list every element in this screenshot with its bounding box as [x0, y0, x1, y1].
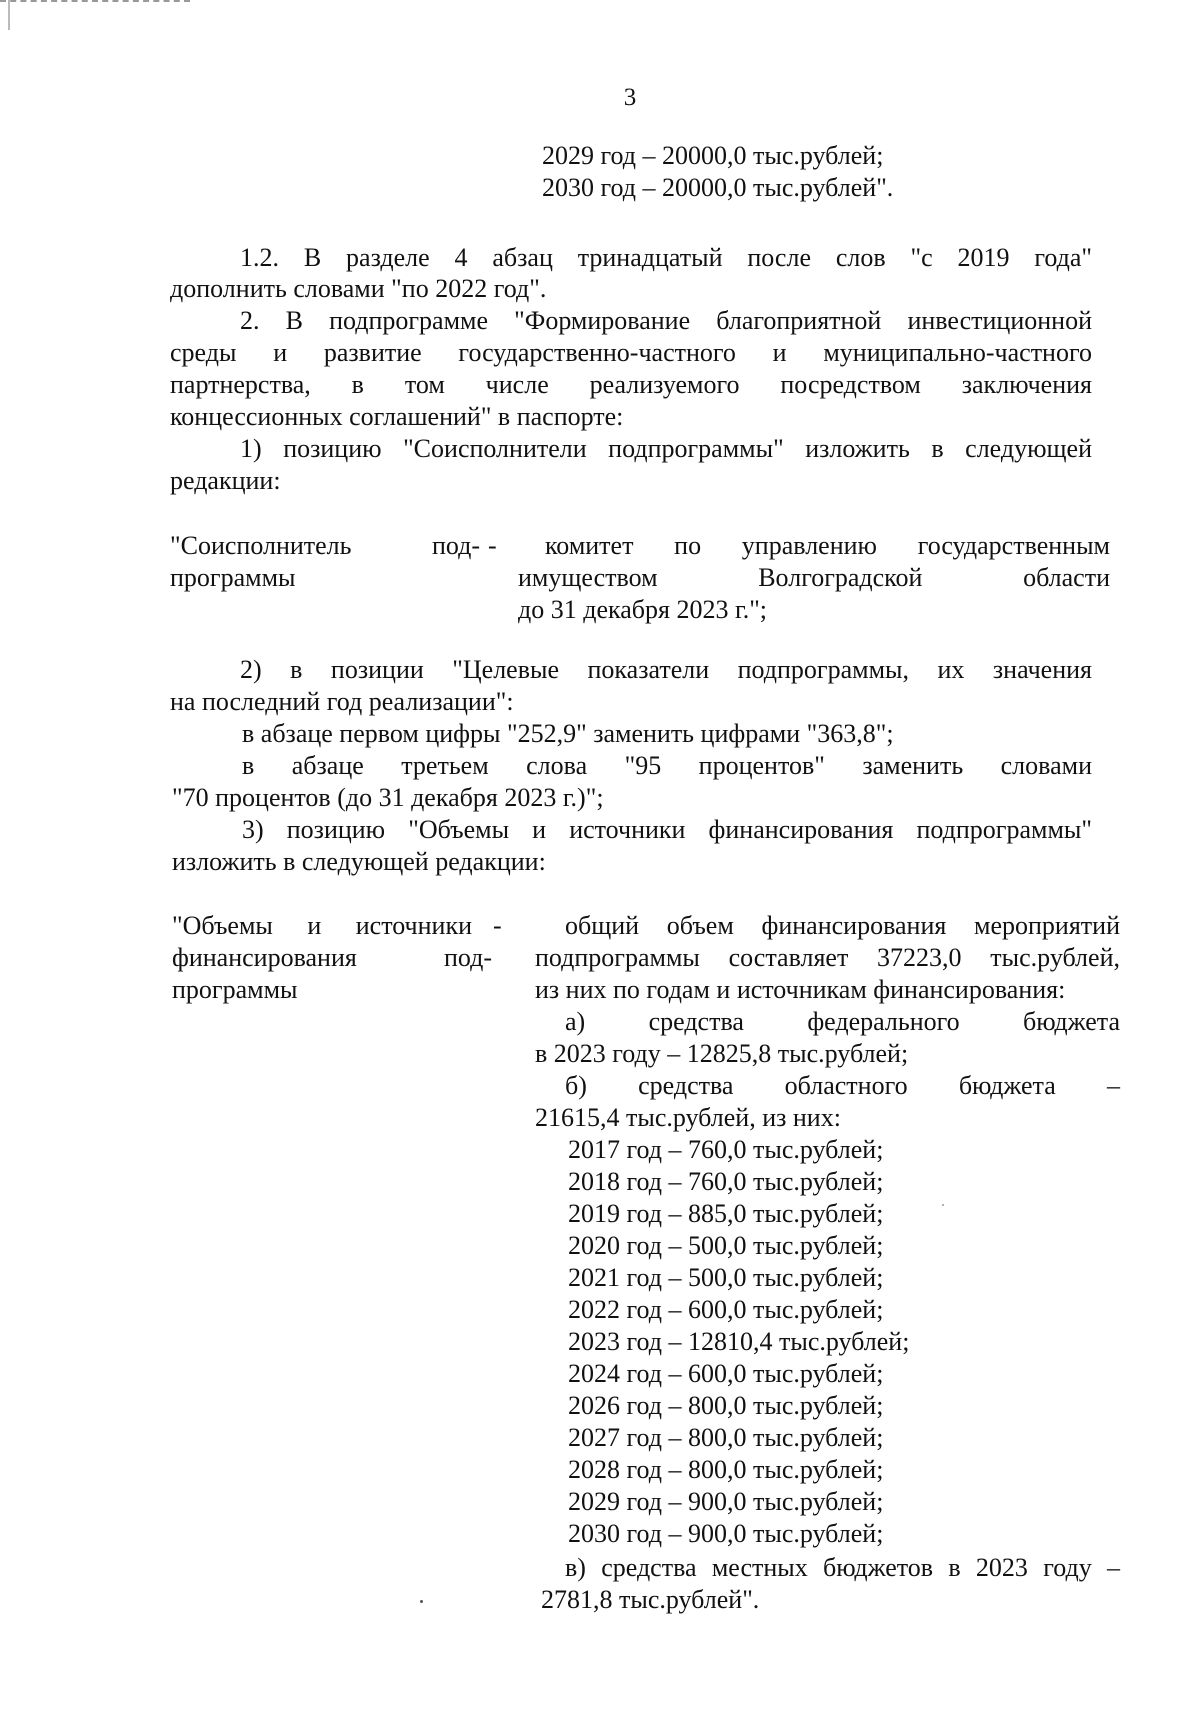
funding-year-2026: 2026 год – 800,0 тыс.рублей;: [568, 1391, 884, 1420]
paragraph-2-line-2: среды и развитие государственно-частного и муниципально-частного: [170, 338, 1092, 367]
paragraph-3-line-2: редакции:: [170, 466, 281, 495]
funding-year-2020: 2020 год – 500,0 тыс.рублей;: [568, 1231, 884, 1260]
funding-year-2024: 2024 год – 600,0 тыс.рублей;: [568, 1359, 884, 1388]
funding-value-line-7: 21615,4 тыс.рублей, из них:: [535, 1103, 841, 1132]
funding-label-line-1: "Объемы и источники: [172, 911, 472, 940]
indicators-line-3: в абзаце первом цифры "252,9" заменить цифрами "363,8";: [242, 719, 894, 748]
top-line-2029: 2029 год – 20000,0 тыс.рублей;: [542, 141, 884, 170]
top-line-2030: 2030 год – 20000,0 тыс.рублей".: [542, 173, 894, 202]
funding-year-2018: 2018 год – 760,0 тыс.рублей;: [568, 1167, 884, 1196]
funding-value-line-1: общий объем финансирования мероприятий: [565, 911, 1120, 940]
funding-label-line-2: финансирования под-: [172, 943, 492, 972]
paragraph-2-line-4: концессионных соглашений" в паспорте:: [170, 402, 624, 431]
funding-year-2019: 2019 год – 885,0 тыс.рублей;: [568, 1199, 884, 1228]
paragraph-2-line-3: партнерства, в том числе реализуемого посредством заключения: [170, 370, 1092, 399]
funding-year-2030: 2030 год – 900,0 тыс.рублей;: [568, 1519, 884, 1548]
funding-value-line-5: в 2023 году – 12825,8 тыс.рублей;: [535, 1039, 909, 1068]
funding-dash: -: [493, 911, 502, 940]
coexecutor-value-line-2: имуществом Волгоградской области: [518, 563, 1110, 592]
scan-speck: [942, 1204, 944, 1206]
funding-value-line-4: а) средства федерального бюджета: [565, 1007, 1120, 1036]
funding-year-2029: 2029 год – 900,0 тыс.рублей;: [568, 1487, 884, 1516]
funding-year-2022: 2022 год – 600,0 тыс.рублей;: [568, 1295, 884, 1324]
paragraph-1-2-line-1: 1.2. В разделе 4 абзац тринадцатый после слов "с 2019 года": [240, 243, 1092, 272]
coexecutor-dash: -: [488, 531, 497, 560]
funding-year-2027: 2027 год – 800,0 тыс.рублей;: [568, 1423, 884, 1452]
funding-label-line-3: программы: [172, 975, 298, 1004]
funding-value-line-2: подпрограммы составляет 37223,0 тыс.рублей,: [535, 943, 1120, 972]
funding-year-2028: 2028 год – 800,0 тыс.рублей;: [568, 1455, 884, 1484]
page-number: 3: [623, 84, 637, 111]
indicators-line-5: "70 процентов (до 31 декабря 2023 г.)";: [172, 783, 604, 812]
indicators-line-2: на последний год реализации":: [170, 687, 514, 716]
funding-year-2023: 2023 год – 12810,4 тыс.рублей;: [568, 1327, 910, 1356]
coexecutor-value-line-3: до 31 декабря 2023 г.";: [518, 595, 768, 624]
funding-local-line-2: 2781,8 тыс.рублей".: [541, 1585, 760, 1614]
coexecutor-value-line-1: комитет по управлению государственным: [545, 531, 1110, 560]
coexecutor-label-line-1: "Соисполнитель под-: [170, 531, 480, 560]
coexecutor-label-line-2: программы: [170, 563, 296, 592]
indicators-line-6: 3) позицию "Объемы и источники финансирования подпрограммы": [242, 815, 1092, 844]
funding-local-line-1: в) средства местных бюджетов в 2023 году –: [565, 1553, 1120, 1582]
funding-year-2017: 2017 год – 760,0 тыс.рублей;: [568, 1135, 884, 1164]
scan-edge-mark-left: [8, 0, 10, 30]
indicators-line-1: 2) в позиции "Целевые показатели подпрограммы, их значения: [240, 655, 1092, 684]
funding-value-line-6: б) средства областного бюджета –: [565, 1071, 1120, 1100]
scan-edge-mark: [0, 0, 190, 8]
funding-value-line-3: из них по годам и источникам финансирования:: [535, 975, 1066, 1004]
funding-year-2021: 2021 год – 500,0 тыс.рублей;: [568, 1263, 884, 1292]
paragraph-3-line-1: 1) позицию "Соисполнители подпрограммы" изложить в следующей: [240, 434, 1092, 463]
paragraph-1-2-line-2: дополнить словами "по 2022 год".: [170, 274, 547, 303]
indicators-line-7: изложить в следующей редакции:: [172, 847, 546, 876]
indicators-line-4: в абзаце третьем слова "95 процентов" заменить словами: [242, 751, 1092, 780]
scan-speck: [420, 1600, 423, 1603]
paragraph-2-line-1: 2. В подпрограмме "Формирование благоприятной инвестиционной: [240, 306, 1092, 335]
